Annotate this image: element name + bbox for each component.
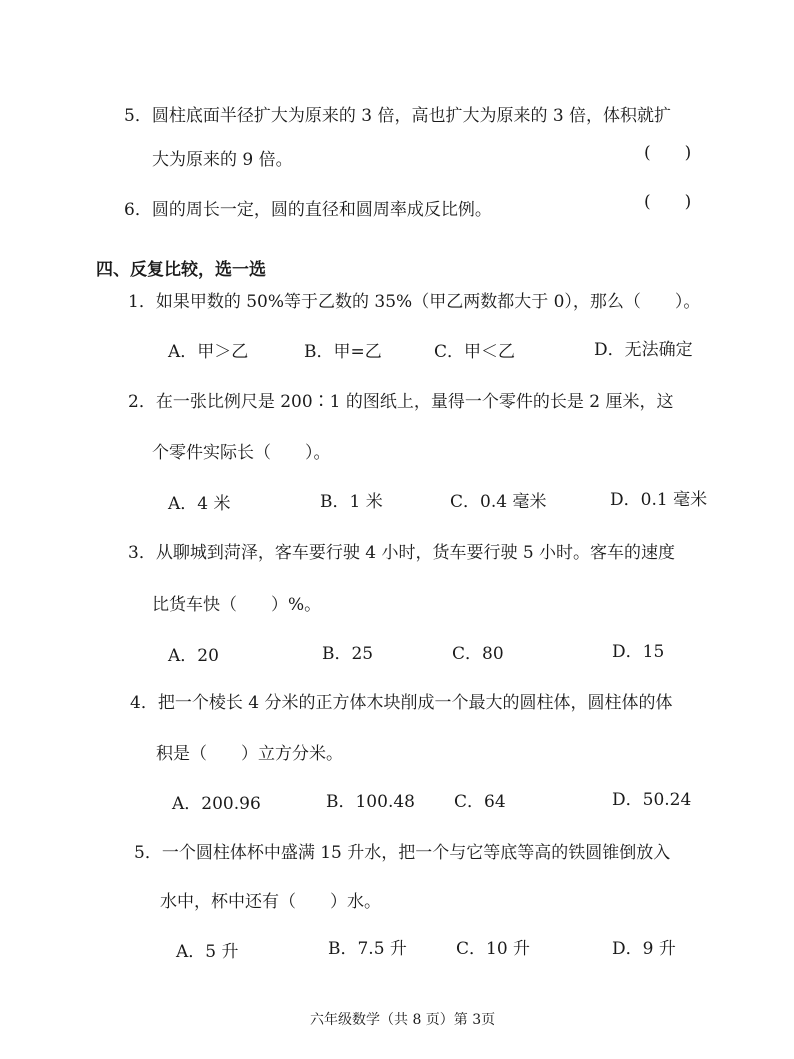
mc-q5-option-c: C．10 升 xyxy=(456,939,531,959)
mc-q5-option-a: A．5 升 xyxy=(176,942,239,962)
mc-q5-line2: 水中，杯中还有（ ）水。 xyxy=(160,892,381,912)
mc-q2-line2: 个零件实际长（ ）。 xyxy=(152,443,331,463)
mc-q4-option-d: D．50.24 xyxy=(612,790,692,810)
mc-q3-option-c: C．80 xyxy=(452,644,504,664)
mc-q1-option-b: B．甲=乙 xyxy=(304,342,382,362)
mc-q1-option-d: D．无法确定 xyxy=(594,340,693,360)
mc-q4-option-a: A．200.96 xyxy=(172,794,261,814)
mc-q4-option-b: B．100.48 xyxy=(326,792,415,812)
judge-q6-line1: 6．圆的周长一定，圆的直径和圆周率成反比例。 xyxy=(124,200,492,220)
mc-q4-line2: 积是（ ）立方分米。 xyxy=(156,744,343,764)
mc-q4-option-c: C．64 xyxy=(454,792,506,812)
mc-q3-line1: 3．从聊城到菏泽，客车要行驶 4 小时，货车要行驶 5 小时。客车的速度 xyxy=(128,543,676,563)
judge-q5-answer-blank: ( ) xyxy=(644,143,692,163)
mc-q2-line1: 2．在一张比例尺是 200∶1 的图纸上，量得一个零件的长是 2 厘米，这 xyxy=(128,392,674,412)
mc-q4-line1: 4．把一个棱长 4 分米的正方体木块削成一个最大的圆柱体，圆柱体的体 xyxy=(130,693,673,713)
mc-q1-line1: 1．如果甲数的 50%等于乙数的 35%（甲乙两数都大于 0），那么（ ）。 xyxy=(128,292,701,312)
mc-q2-option-d: D．0.1 毫米 xyxy=(610,490,708,510)
mc-q5-option-d: D．9 升 xyxy=(612,939,676,959)
mc-q1-option-a: A．甲＞乙 xyxy=(168,342,249,362)
mc-q2-option-c: C．0.4 毫米 xyxy=(450,492,547,512)
section-four-title: 四、反复比较，选一选 xyxy=(96,260,266,280)
mc-q2-option-a: A．4 米 xyxy=(168,494,231,514)
judge-q6-answer-blank: ( ) xyxy=(644,192,692,212)
page-footer: 六年级数学（共 8 页）第 3页 xyxy=(310,1012,496,1028)
mc-q3-line2: 比货车快（ ）%。 xyxy=(152,595,322,615)
mc-q2-option-b: B．1 米 xyxy=(320,492,383,512)
mc-q5-line1: 5．一个圆柱体杯中盛满 15 升水，把一个与它等底等高的铁圆锥倒放入 xyxy=(134,843,671,863)
mc-q3-option-b: B．25 xyxy=(322,644,374,664)
mc-q3-option-d: D．15 xyxy=(612,642,665,662)
judge-q5-line1: 5．圆柱底面半径扩大为原来的 3 倍，高也扩大为原来的 3 倍，体积就扩 xyxy=(124,106,672,126)
mc-q5-option-b: B．7.5 升 xyxy=(328,939,407,959)
judge-q5-line2: 大为原来的 9 倍。 xyxy=(152,150,293,170)
mc-q3-option-a: A．20 xyxy=(168,646,219,666)
mc-q1-option-c: C．甲＜乙 xyxy=(434,342,516,362)
